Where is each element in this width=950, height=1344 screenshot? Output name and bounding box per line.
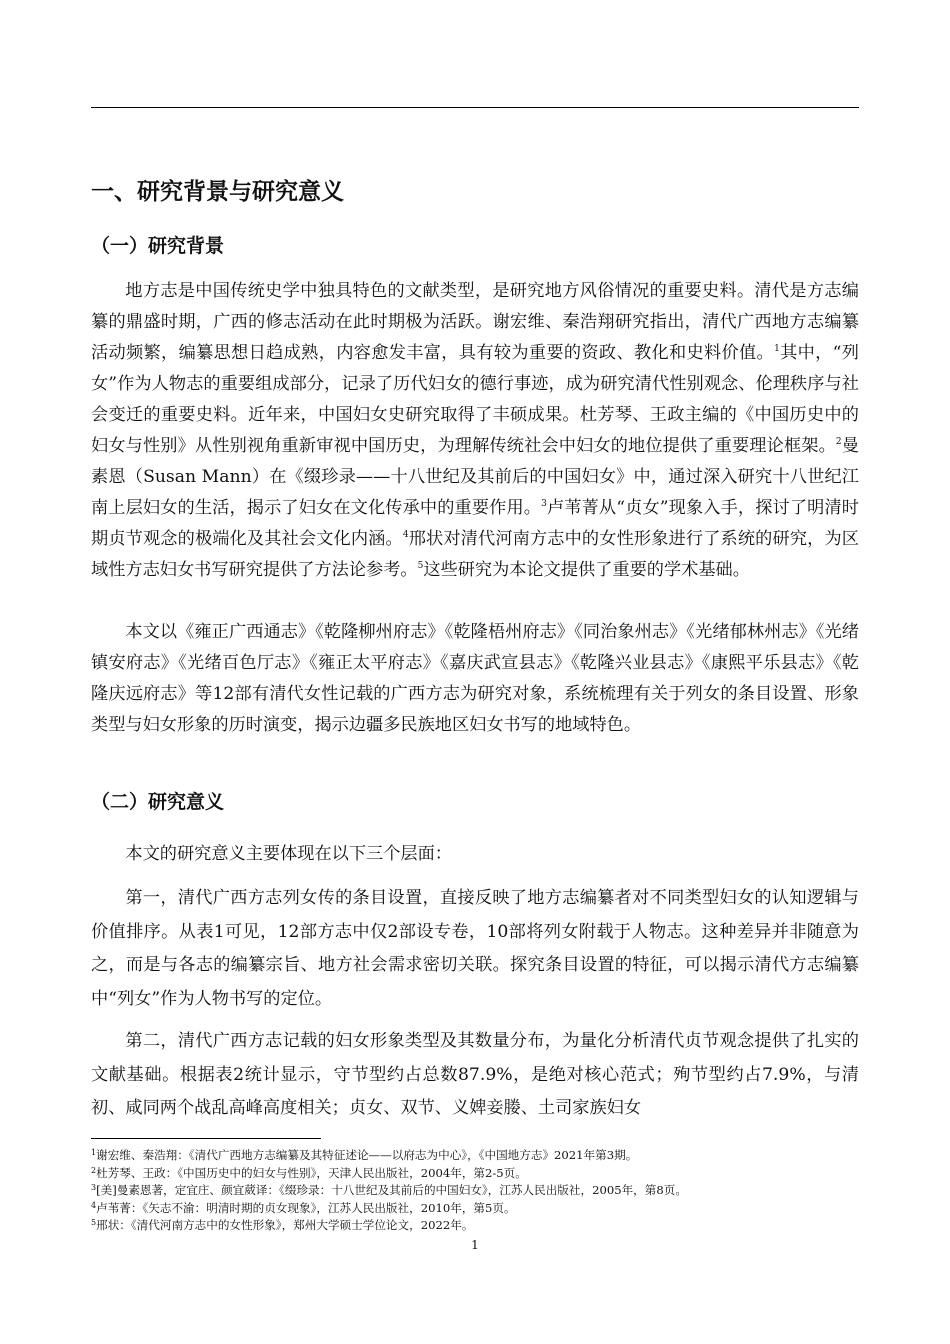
footnote-text: 卢苇菁：《矢志不渝：明清时期的贞女现象》，江苏人民出版社，2010年，第5页。 (96, 1200, 516, 1215)
footnote-separator (91, 1138, 321, 1139)
text-span: 这些研究为本论文提供了重要的学术基础。 (423, 560, 750, 580)
footnote-mark: 2 (91, 1165, 97, 1175)
text-span: 卢苇菁从“贞女”现象入手，探讨了明清时期贞节观念的极端化及其社会文化内涵。 (91, 498, 859, 549)
footnote-text: 杜芳琴、王政：《中国历史中的妇女与性别》，天津人民出版社，2004年，第2-5页。 (96, 1165, 527, 1180)
footnote-1 (91, 1147, 871, 1165)
footnote-mark: 5 (91, 1218, 97, 1227)
significance-point-1: 第一，清代广西方志列女传的条目设置，直接反映了地方志编纂者对不同类型妇女的认知逻辑与价值排序。从表1可见，12部方志中仅2部设专卷，10部将列女附载于人物志。这种差异并非随意为之，而是与各志的编纂宗旨、地方社会需求密切关联。探究条目设置的特征，可以揭示清代方志编纂中“列女”作为人物书写的定位。 (91, 888, 859, 1009)
significance-point-2: 第二，清代广西方志记载的妇女形象类型及其数量分布，为量化分析清代贞节观念提供了扎实的文献基础。根据表2统计显示，守节型约占总数87.9%，是绝对核心范式；殉节型约占7.9%，与清初、咸同两个战乱高峰高度相关；贞女、双节、义婢妾媵、土司家族妇女 (91, 1031, 859, 1118)
section-heading-significance: （二）研究意义 (91, 791, 225, 813)
footnote-text: [美]曼素恩著，定宜庄、颜宜葳译：《缀珍录：十八世纪及其前后的中国妇女》，江苏人民出版社，2005年，第8页。 (96, 1183, 687, 1197)
footnote-ref-2[interactable]: 2 (835, 437, 842, 447)
text-span: 地方志是中国传统史学中独具特色的文献类型，是研究地方风俗情况的重要史料。清代是方志编纂的鼎盛时期，广西的修志活动在此时期极为活跃。谢宏维、秦浩翔研究指出，清代广西地方志编纂活动频繁，编纂思想日趋成熟，内容愈发丰富，具有较为重要的资政、教化和史料价值。 (91, 281, 859, 363)
footnote-ref-3[interactable]: 3 (541, 499, 547, 509)
footnote-2 (91, 1165, 871, 1183)
section-heading-background: （一）研究背景 (91, 235, 225, 257)
header-rule (91, 107, 859, 108)
background-paragraph-1 (91, 276, 859, 586)
footnotes (91, 1147, 871, 1235)
footnote-mark: 1 (91, 1148, 97, 1157)
text-span: 邢状对清代河南方志中的女性形象进行了系统的研究，为区域性方志妇女书写研究提供了方法论参考。 (91, 529, 859, 580)
text-span: 曼素恩（Susan Mann）在《缀珍录——十八世纪及其前后的中国妇女》中，通过深入研究十八世纪江南上层妇女的生活，揭示了妇女在文化传承中的重要作用。 (91, 436, 859, 518)
footnote-text: 邢状：《清代河南方志中的女性形象》，郑州大学硕士学位论文，2022年。 (96, 1218, 474, 1232)
footnote-5 (91, 1217, 871, 1235)
footnote-4 (91, 1200, 871, 1218)
text-span: 其中，“列女”作为人物志的重要组成部分，记录了历代妇女的德行事迹，成为研究清代性别观念、伦理秩序与社会变迁的重要史料。近年来，中国妇女史研究取得了丰硕成果。杜芳琴、王政主编的《中国历史中的妇女与性别》从性别视角重新审视中国历史，为理解传统社会中妇女的地位提供了重要理论框架。 (91, 343, 859, 456)
significance-intro: 本文的研究意义主要体现在以下三个层面： (125, 844, 452, 864)
footnote-3 (91, 1182, 871, 1200)
page-number: 1 (471, 1238, 479, 1252)
footnote-ref-1[interactable]: 1 (774, 344, 780, 354)
chapter-heading: 一、研究背景与研究意义 (91, 179, 344, 205)
footnote-ref-5[interactable]: 5 (417, 561, 424, 571)
footnote-ref-4[interactable]: 4 (402, 530, 409, 540)
footnote-mark: 4 (91, 1200, 97, 1210)
footnote-text: 谢宏维、秦浩翔：《清代广西地方志编纂及其特征述论——以府志为中心》，《中国地方志》2021年第3期。 (96, 1148, 638, 1162)
background-paragraph-2: 本文以《雍正广西通志》《乾隆柳州府志》《乾隆梧州府志》《同治象州志》《光绪郁林州志》《光绪镇安府志》《光绪百色厅志》《雍正太平府志》《嘉庆武宣县志》《乾隆兴业县志》《康熙平乐县志》《乾隆庆远府志》等12部有清代女性记载的广西方志为研究对象，系统梳理有关于列女的条目设置、形象类型与妇女形象的历时演变，揭示边疆多民族地区妇女书写的地域特色。 (91, 622, 859, 735)
footnote-mark: 3 (91, 1183, 97, 1192)
